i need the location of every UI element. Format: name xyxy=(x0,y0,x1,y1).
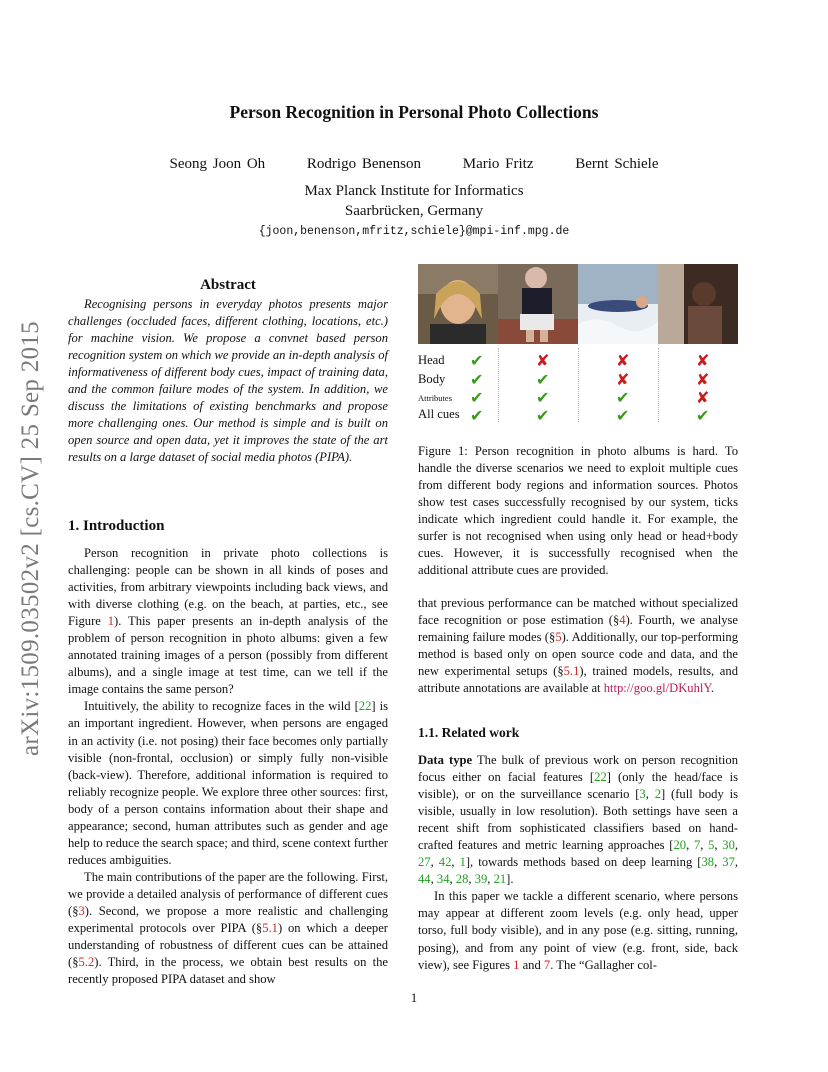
paper-title: Person Recognition in Personal Photo Collections xyxy=(229,102,599,122)
photo-woman-smiling xyxy=(418,264,498,344)
location: Saarbrücken, Germany xyxy=(344,203,484,219)
tick-icon: ✔ xyxy=(616,388,630,407)
column-divider xyxy=(498,348,499,422)
section-ref-link[interactable]: 5.1 xyxy=(262,921,278,936)
cross-icon: ✘ xyxy=(616,351,630,370)
citation-link[interactable]: 2 xyxy=(654,787,662,802)
section-ref-link[interactable]: 5 xyxy=(555,630,562,645)
citation-link[interactable]: 21 xyxy=(493,872,507,887)
citation-link[interactable]: 22 xyxy=(358,699,372,714)
citation-link[interactable]: 34 xyxy=(436,872,450,887)
author-list xyxy=(0,156,828,173)
citation-link[interactable]: 42 xyxy=(438,855,452,870)
row-label-all-cues: All cues xyxy=(418,407,460,421)
section-heading-introduction: 1. Introduction xyxy=(68,518,165,534)
column-divider xyxy=(578,348,579,422)
citation-group: 20, 7, 5, 30, 27, 42, 1 xyxy=(418,838,739,870)
photo-child-back xyxy=(498,264,578,344)
citation-link[interactable]: 37 xyxy=(722,855,735,870)
cross-icon: ✘ xyxy=(696,388,710,407)
page-number: 1 xyxy=(410,990,418,1005)
citation-link[interactable]: 3 xyxy=(639,787,646,802)
figure-ref-link[interactable]: 1 xyxy=(513,957,520,972)
section-heading-related-work: 1.1. Related work xyxy=(418,725,520,740)
figure-1-caption xyxy=(418,443,738,579)
tick-icon: ✔ xyxy=(536,406,550,425)
citation-link[interactable]: 7 xyxy=(693,838,701,853)
citation-link[interactable]: 38 xyxy=(701,855,715,870)
related-paragraph: Data type The bulk of previous work on person recognition focus either on facial features [22] (only the head/face is visible), or on the surveillance scenario [3, 2] (full body is visible, usually in low resolution). Both settings have seen a recent shift from sophisticated classifiers based on hand-crafted features and metric learning approaches [20, 7, 5, 30, 27, 42, 1], towards methods based on deep learning [38, 37, 44, 34, 28, 39, 21]. xyxy=(418,753,739,887)
cross-icon: ✘ xyxy=(536,351,550,370)
citation-group: 38, 37, 44, 34, 28, 39, 21 xyxy=(418,855,739,887)
introduction-body xyxy=(68,545,388,988)
abstract-paragraph: Recognising persons in everyday photos presents major challenges (occluded faces, different clothing, locations, etc.) for machine vision. We propose a convnet based person recognition system on which we provide an in-depth analysis of informativeness of different body cues, impact of training data, and the common failure modes of the system. In addition, we discuss the limitations of existing benchmarks and propose more challenging ones. Our method is simple and is built on open source and open data, yet it improves the state of the art results on a large dataset of social media photos (PIPA). xyxy=(68,297,388,465)
author-email: {joon,benenson,mfritz,schiele}@mpi-inf.mpg.de xyxy=(258,225,570,238)
row-label-body: Body xyxy=(418,372,446,386)
author-name: Rodrigo Benenson xyxy=(306,156,421,172)
tick-icon: ✔ xyxy=(616,406,630,425)
citation-link[interactable]: 28 xyxy=(455,872,469,887)
tick-icon: ✔ xyxy=(536,370,550,389)
tick-icon: ✔ xyxy=(470,406,484,425)
figure-ref-link[interactable]: 1 xyxy=(107,614,115,629)
caption-text: Figure 1: Person recognition in photo albums is hard. To handle the diverse scenarios we need to exploit multiple cues from different body regions and information sources. Photos show test cases successfully recognised by our system, ticks indicate which ingredient could handle it. For example, the surfer is not recognised when using only head or head+body cues. However, it is successfully recognised when the additional attribute cues are provided. xyxy=(418,444,738,578)
cross-icon: ✘ xyxy=(616,370,630,389)
citation-link[interactable]: 27 xyxy=(418,855,431,870)
citation-link[interactable]: 22 xyxy=(594,770,607,785)
author-name: Mario Fritz xyxy=(462,156,534,172)
author-name: Bernt Schiele xyxy=(575,156,659,172)
tick-icon: ✔ xyxy=(470,351,484,370)
column-divider xyxy=(658,348,659,422)
paragraph-lead: Data type xyxy=(418,753,473,767)
cross-icon: ✘ xyxy=(696,370,710,389)
figure-ref-link[interactable]: 7 xyxy=(543,957,551,972)
related-paragraph: In this paper we tackle a different scenario, where persons may appear at different zoom levels (e.g. only head, upper torso, full body visible), and in any pose (e.g. sitting, running, posing), and from any point of view (e.g. front, side, back view), see Figures 1 and 7. The “Gallagher col- xyxy=(418,889,738,972)
citation-link[interactable]: 20 xyxy=(673,838,687,853)
section-ref-link[interactable]: 3 xyxy=(78,903,85,918)
citation-link[interactable]: 39 xyxy=(474,872,488,887)
introduction-continued xyxy=(418,595,738,697)
tick-icon: ✔ xyxy=(470,370,484,389)
photo-surfer xyxy=(578,264,658,344)
section-ref-link[interactable]: 4 xyxy=(619,613,626,628)
citation-link[interactable]: 30 xyxy=(722,838,735,853)
tick-icon: ✔ xyxy=(696,406,710,425)
section-ref-link[interactable]: 5.2 xyxy=(78,955,95,970)
citation-link[interactable]: 5 xyxy=(708,838,715,853)
arxiv-stamp: arXiv:1509.03502v2 [cs.CV] 25 Sep 2015 xyxy=(17,321,44,756)
intro-paragraph: Person recognition in private photo collections is challenging: people can be shown in all kinds of poses and activities, from arbitrary viewpoints including back views, and with diverse clothing (e.g. on the beach, at parties, etc., see Figure 1). This paper presents an in-depth analysis of the problem of person recognition in photo albums: given a few annotated training images of a person (possibly from different albums), and a single image at test time, can we tell if the image contains the same person? xyxy=(68,546,389,697)
abstract-heading: Abstract xyxy=(200,277,256,293)
tick-icon: ✔ xyxy=(470,388,484,407)
intro-paragraph: The main contributions of the paper are the following. First, we provide a detailed analysis of performance of different cues (§3). Second, we propose a more realistic and challenging experimental protocols over PIPA (§5.1) on which a deeper understanding of robustness of different cues can be attained (§5.2). Third, in the process, we obtain best results on the recently proposed PIPA dataset and show xyxy=(68,869,389,987)
citation-link[interactable]: 44 xyxy=(418,872,431,887)
related-work-body xyxy=(418,752,738,974)
intro-paragraph: Intuitively, the ability to recognize faces in the wild [22] is an important ingredient. However, when persons are engaged in an activity (i.e. not posing) their face becomes only partially visible (non-frontal, occlusion) or simply fully non-visible (back-view). Therefore, additional information is required to reliably recognize people. We explore three other sources: first, body of a person contains information about their shape and appearance; second, human attributes such as gender and age help to reduce the search space; and third, scene context further reduces ambiguities. xyxy=(68,699,388,867)
row-label-head: Head xyxy=(418,353,445,367)
photo-person-interior xyxy=(658,264,738,344)
section-ref-link[interactable]: 5.1 xyxy=(563,664,580,679)
abstract-text xyxy=(68,296,388,466)
tick-icon: ✔ xyxy=(536,388,550,407)
project-url-link[interactable]: http://goo.gl/DKuhlY xyxy=(603,681,711,696)
cross-icon: ✘ xyxy=(696,351,710,370)
institution: Max Planck Institute for Informatics xyxy=(304,183,524,199)
row-label-attributes: Attributes xyxy=(418,393,452,403)
author-name: Seong Joon Oh xyxy=(169,156,266,172)
intro-paragraph: that previous performance can be matched without specialized face recognition or pose estimation (§4). Fourth, we analyse remaining failure modes (§5). Additionally, our top-performing method is based only on open source code and data, and the new experimental setups (§5.1), trained models, results, and attribute annotations are available at http://goo.gl/DKuhlY. xyxy=(418,596,738,696)
citation-link[interactable]: 1 xyxy=(459,855,466,870)
